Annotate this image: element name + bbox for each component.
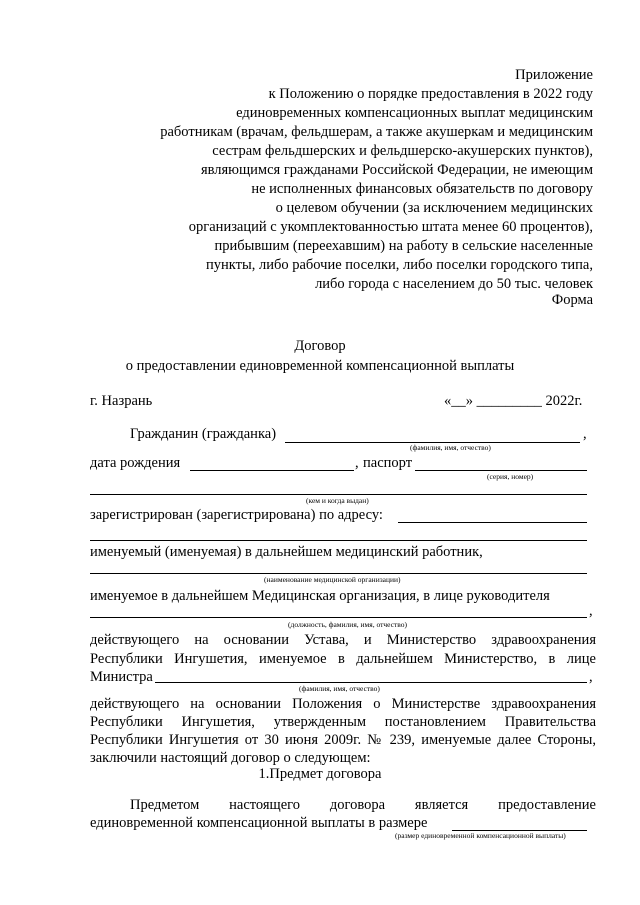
- document-subtitle: о предоставлении единовременной компенсационной выплаты: [125, 358, 515, 374]
- appendix-header: [93, 66, 593, 294]
- document-title: Договор: [294, 338, 346, 354]
- appendix-line: работникам (врачам, фельдшерам, а также акушеркам и медицинским: [160, 124, 593, 140]
- appendix-line: Приложение: [515, 67, 593, 83]
- passport-field[interactable]: [415, 470, 587, 471]
- minister-label: Министра: [90, 669, 153, 685]
- appendix-line: прибывшим (переехавшим) на работу в сельские населенные: [214, 238, 593, 254]
- field-hint: (наименование медицинской организации): [264, 575, 401, 584]
- comma: ,: [355, 455, 359, 471]
- appendix-line: пункты, либо рабочие поселки, либо поселки городского типа,: [206, 257, 593, 273]
- form-label: Форма: [551, 292, 593, 308]
- subject-text-line: Предметом настоящего договора является предоставление: [130, 797, 596, 813]
- registered-label: зарегистрирован (зарегистрирована) по адресу:: [90, 507, 383, 523]
- appendix-line: являющимся гражданами Российской Федерации, не имеющим: [200, 162, 593, 178]
- acting-text-line: Республики Ингушетия, именуемое в дальнейшем Министерство, в лице: [90, 651, 596, 667]
- address-field[interactable]: [398, 522, 587, 523]
- field-hint: (серия, номер): [487, 472, 534, 481]
- acting-text-line: действующего на основании Устава, и Министерство здравоохранения: [90, 632, 596, 648]
- appendix-line: организаций с укомплектованностью штата менее 60 процентов),: [188, 219, 593, 235]
- field-hint: (должность, фамилия, имя, отчество): [288, 620, 408, 629]
- acting2-text-line: заключили настоящий договор о следующем:: [90, 750, 371, 766]
- appendix-line: либо города с населением до 50 тыс. человек: [315, 276, 593, 292]
- section-heading: 1.Предмет договора: [258, 766, 382, 782]
- comma: ,: [583, 426, 587, 442]
- head-of-org-field[interactable]: [90, 617, 587, 618]
- citizen-label: Гражданин (гражданка): [130, 426, 277, 442]
- appendix-line: к Положению о порядке предоставления в 2022 году: [268, 86, 593, 102]
- acting2-text-line: действующего на основании Положения о Министерстве здравоохранения: [90, 696, 596, 712]
- appendix-line: не исполненных финансовых обязательств по договору: [251, 181, 593, 197]
- passport-label: паспорт: [363, 455, 413, 471]
- subject-text-line: единовременной компенсационной выплаты в размере: [90, 815, 428, 831]
- called-worker-text: именуемый (именуемая) в дальнейшем медицинский работник,: [90, 544, 483, 560]
- field-hint: (фамилия, имя, отчество): [299, 684, 380, 693]
- address-field-continued[interactable]: [90, 540, 587, 541]
- appendix-line: о целевом обучении (за исключением медицинских: [275, 200, 593, 216]
- minister-name-field[interactable]: [155, 682, 587, 683]
- field-hint: (размер единовременной компенсационной выплаты): [395, 831, 566, 840]
- passport-issued-field[interactable]: [90, 494, 587, 495]
- field-hint: (кем и когда выдан): [306, 496, 369, 505]
- contract-date: «__» _________ 2022г.: [444, 393, 583, 409]
- appendix-line: единовременных компенсационных выплат медицинским: [236, 105, 593, 121]
- field-hint: (фамилия, имя, отчество): [410, 443, 491, 452]
- city: г. Назрань: [90, 393, 153, 409]
- birth-date-label: дата рождения: [90, 455, 181, 471]
- organization-field[interactable]: [90, 573, 587, 574]
- appendix-line: сестрам фельдшерских и фельдшерско-акушерских пунктов),: [212, 143, 593, 159]
- comma: ,: [589, 603, 593, 619]
- birth-date-field[interactable]: [190, 470, 354, 471]
- acting2-text-line: Республики Ингушетия от 30 июня 2009г. № 239, именуемые далее Стороны,: [90, 732, 596, 748]
- acting2-text-line: Республики Ингушетия, утвержденным постановлением Правительства: [90, 714, 596, 730]
- called-org-text: именуемое в дальнейшем Медицинская организация, в лице руководителя: [90, 588, 550, 604]
- comma: ,: [589, 669, 593, 685]
